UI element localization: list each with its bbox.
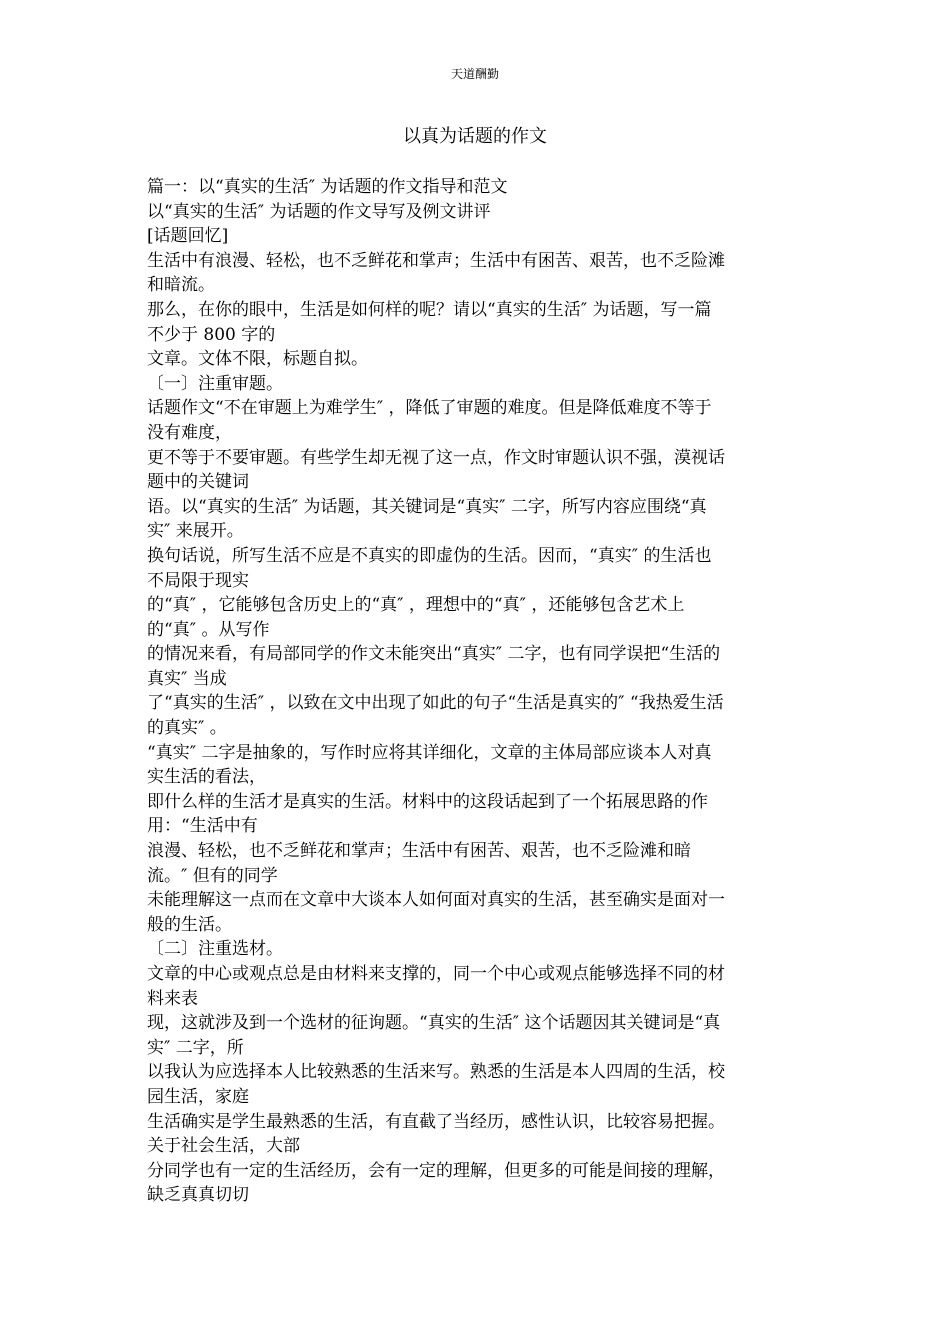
page-header: 天道酬勤 [450,67,499,81]
body-text-line: 现，这就涉及到一个选材的征询题。“真实的生活″ 这个话题因其关键词是“真 [147,1013,721,1034]
body-text-line: 园生活，家庭 [147,1086,249,1107]
body-text-line: 话题作文“不在审题上为难学生″ ，降低了审题的难度。但是降低难度不等于 [147,398,712,419]
body-text-line: 缺乏真真切切 [147,1185,249,1206]
body-text-line: 那么，在你的眼中，生活是如何样的呢？请以“真实的生活″ 为话题，写一篇 [147,299,712,320]
body-text-line: 以我认为应选择本人比较熟悉的生活来写。熟悉的生活是本人四周的生活，校 [147,1062,725,1083]
body-text-line: 语。以“真实的生活″ 为话题，其关键词是“真实″ 二字，所写内容应围绕“真 [147,496,707,517]
body-text-line: 不少于 800 字的 [147,324,276,345]
body-text-line: 真实″ 当成 [147,668,227,689]
body-text-line: 实生活的看法， [147,767,266,788]
body-text-line: 题中的关键词 [147,472,249,493]
body-text-line: [话题回忆] [147,226,229,247]
body-text-line: 的真实″ 。 [147,718,227,739]
body-text-line: 用：“生活中有 [147,816,258,837]
document-title: 以真为话题的作文 [403,126,547,147]
body-text-line: 没有难度， [147,422,232,443]
body-text-line: 关于社会生活，大部 [147,1136,300,1157]
body-text-line: 和暗流。 [147,275,215,296]
body-text-line: 文章的中心或观点总是由材料来支撑的，同一个中心或观点能够选择不同的材 [147,964,725,984]
body-text-line: 般的生活。 [147,914,232,935]
body-text-line: 未能理解这一点而在文章中大谈本人如何面对真实的生活，甚至确实是面对一 [147,890,725,911]
body-text-line: 〔一〕注重审题。 [147,373,283,394]
body-text-line: 实″ 二字，所 [147,1037,244,1058]
body-text-line: 料来表 [147,988,198,1009]
body-text-line: “真实″ 二字是抽象的，写作时应将其详细化，文章的主体局部应谈本人对真 [147,742,712,763]
body-text-line: 以“真实的生活″ 为话题的作文导写及例文讲评 [147,201,491,222]
body-text-line: 篇一：以“真实的生活″ 为话题的作文指导和范文 [147,177,508,197]
body-text-line: 不局限于现实 [147,570,249,591]
body-text-line: 的情况来看，有局部同学的作文未能突出“真实″ 二字，也有同学误把“生活的 [147,644,721,665]
body-text-line: 更不等于不要审题。有些学生却无视了这一点，作文时审题认识不强，漠视话 [147,447,725,468]
body-text-line: 生活确实是学生最熟悉的生活，有直截了当经历，感性认识，比较容易把握。 [147,1111,725,1132]
body-text-line: 换句话说，所写生活不应是不真实的即虚伪的生活。因而，“真实″ 的生活也 [147,545,712,566]
body-text-line: 浪漫、轻松，也不乏鲜花和掌声；生活中有困苦、艰苦，也不乏险滩和暗 [147,841,691,862]
body-text-line: 了“真实的生活″ ，以致在文中出现了如此的句子“生活是真实的″ “我热爱生活 [147,693,724,714]
body-text-line: 〔二〕注重选材。 [147,939,283,960]
body-text-line: 分同学也有一定的生活经历，会有一定的理解，但更多的可能是间接的理解， [147,1160,725,1181]
body-text-line: 即什么样的生活才是真实的生活。材料中的这段话起到了一个拓展思路的作 [147,791,708,812]
document-body [147,175,807,1208]
body-text-line: 的“真″ ，它能够包含历史上的“真″ ，理想中的“真″ ，还能够包含艺术上 [147,595,685,616]
body-text-line: 的“真″ 。从写作 [147,619,270,640]
body-text-line: 文章。文体不限，标题自拟。 [147,349,368,370]
body-text-line: 实″ 来展开。 [147,521,244,542]
body-text-line: 流。″ 但有的同学 [147,865,278,886]
body-text-line: 生活中有浪漫、轻松，也不乏鲜花和掌声；生活中有困苦、艰苦，也不乏险滩 [147,250,725,271]
